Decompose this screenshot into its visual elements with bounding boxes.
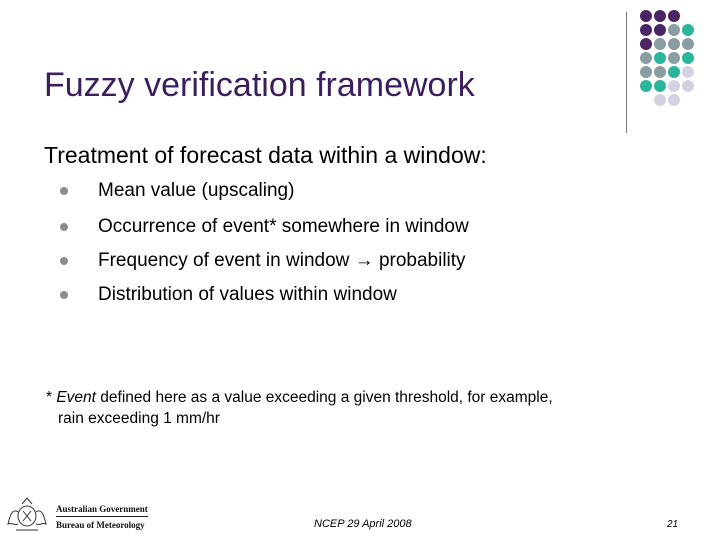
decorative-dot [640,52,652,64]
bullet-text-row [98,250,466,272]
footer-date: NCEP 29 April 2008 [314,518,412,530]
decorative-dot [654,66,666,78]
bullet-suffix: probability [378,250,466,271]
decorative-dot [640,66,652,78]
decorative-dot [682,24,694,36]
decorative-dot [682,52,694,64]
coat-of-arms-icon [4,494,50,536]
bullet-icon [60,257,68,265]
logo-line1: Australian Government [56,504,148,514]
decorative-dot [654,94,666,106]
decorative-dot [668,80,680,92]
decorative-dot [682,66,694,78]
footnote-line1: defined here as a value exceeding a given threshold, for example, [95,389,553,406]
footnote-marker: * [46,389,57,406]
decorative-dot [654,10,666,22]
decorative-dot [640,24,652,36]
lead-text: Treatment of forecast data within a window: [44,142,487,168]
decorative-dot [668,66,680,78]
decorative-divider-line [626,12,627,133]
decorative-dot [668,10,680,22]
arrow-icon: → [354,250,374,271]
decorative-dot [654,38,666,50]
decorative-dot [682,80,694,92]
bullet-label: Frequency of event in window [98,250,350,271]
bullet-icon [60,187,68,195]
bullet-label: Occurrence of event* somewhere in window [98,216,469,237]
page-number: 21 [667,519,679,530]
decorative-dot [654,80,666,92]
footnote [46,387,646,429]
footnote-line2: rain exceeding 1 mm/hr [58,410,220,427]
decorative-dot [668,24,680,36]
footnote-emphasis: Event [56,389,96,406]
decorative-dot [654,24,666,36]
bullet-icon [60,291,68,299]
decorative-dot [668,94,680,106]
slide-title: Fuzzy verification framework [44,66,475,104]
bullet-icon [60,223,68,231]
government-logo [4,494,154,536]
logo-divider [56,516,148,517]
decorative-dot [668,52,680,64]
decorative-dot [668,38,680,50]
decorative-dot-grid [638,10,718,120]
bullet-label: Mean value (upscaling) [98,180,295,201]
bullet-label: Distribution of values within window [98,284,397,305]
logo-line2: Bureau of Meteorology [56,520,145,530]
decorative-dot [640,10,652,22]
decorative-dot [682,38,694,50]
decorative-dot [640,38,652,50]
decorative-dot [640,80,652,92]
decorative-dot [654,52,666,64]
